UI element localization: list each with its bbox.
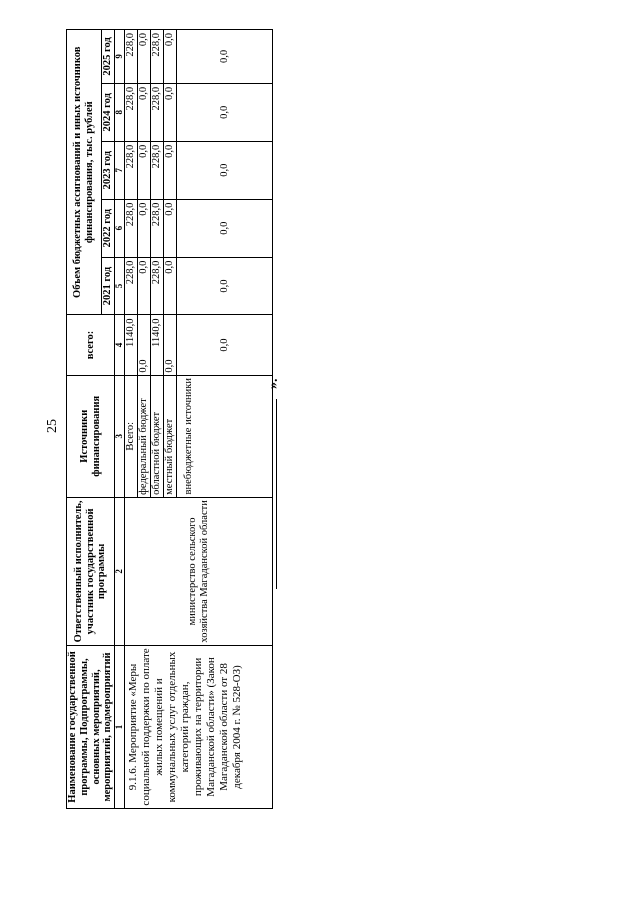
source-cell: внебюджетные источники [177, 375, 273, 497]
year-value-cell: 228,0 [125, 257, 138, 315]
column-index: 6 [115, 199, 125, 257]
column-index-row [115, 30, 125, 809]
column-index: 2 [115, 497, 125, 645]
column-index: 8 [115, 83, 125, 141]
table-row [125, 30, 138, 809]
source-cell: федеральный бюджет [138, 375, 151, 497]
column-index: 3 [115, 375, 125, 497]
year-value-cell: 0,0 [164, 83, 177, 141]
header-year: 2024 год [102, 83, 115, 141]
total-cell: 1140,0 [151, 315, 164, 375]
rotated-page-content [66, 29, 281, 809]
source-cell: Всего: [125, 375, 138, 497]
column-index: 5 [115, 257, 125, 315]
total-cell: 0,0 [177, 315, 273, 375]
header-executor: Ответственный исполнитель, участник государственной программы [67, 497, 115, 645]
column-index: 9 [115, 30, 125, 84]
year-value-cell: 0,0 [164, 257, 177, 315]
header-year: 2025 год [102, 30, 115, 84]
year-value-cell: 228,0 [125, 141, 138, 199]
total-cell: 0,0 [164, 315, 177, 375]
year-value-cell: 228,0 [125, 199, 138, 257]
year-value-cell: 228,0 [151, 83, 164, 141]
year-value-cell: 0,0 [138, 30, 151, 84]
year-value-cell: 228,0 [125, 83, 138, 141]
total-cell: 0,0 [138, 315, 151, 375]
year-value-cell: 0,0 [177, 141, 273, 199]
executor-cell: министерство сельского хозяйства Магаданской области [125, 497, 273, 645]
closing-quote-mark: ». [266, 378, 281, 389]
column-index: 1 [115, 645, 125, 808]
header-year: 2022 год [102, 199, 115, 257]
closing-rule [276, 399, 277, 589]
year-value-cell: 0,0 [138, 199, 151, 257]
source-cell: областной бюджет [151, 375, 164, 497]
header-volume: Объем бюджетных ассигнований и иных источников финансирования, тыс. рублей [67, 30, 102, 316]
header-year: 2023 год [102, 141, 115, 199]
year-value-cell: 0,0 [164, 141, 177, 199]
budget-table [66, 29, 273, 809]
year-value-cell: 0,0 [177, 257, 273, 315]
column-index: 7 [115, 141, 125, 199]
year-value-cell: 0,0 [177, 30, 273, 84]
column-index: 4 [115, 315, 125, 375]
year-value-cell: 0,0 [138, 141, 151, 199]
header-total: всего: [67, 315, 115, 375]
source-cell: местный бюджет [164, 375, 177, 497]
year-value-cell: 228,0 [151, 30, 164, 84]
year-value-cell: 0,0 [138, 257, 151, 315]
total-cell: 1140,0 [125, 315, 138, 375]
header-sources: Источники финансирования [67, 375, 115, 497]
year-value-cell: 0,0 [164, 30, 177, 84]
year-value-cell: 228,0 [125, 30, 138, 84]
year-value-cell: 0,0 [138, 83, 151, 141]
year-value-cell: 0,0 [164, 199, 177, 257]
year-value-cell: 228,0 [151, 199, 164, 257]
year-value-cell: 228,0 [151, 141, 164, 199]
header-name: Наименование государственной программы, Подпрограммы, основных мероприятий, мероприятий, подмероприятий [67, 645, 115, 808]
header-year: 2021 год [102, 257, 115, 315]
header-row-1 [67, 30, 102, 809]
table-sheet [66, 29, 296, 809]
page-number: 25 [45, 419, 60, 433]
year-value-cell: 0,0 [177, 83, 273, 141]
year-value-cell: 0,0 [177, 199, 273, 257]
measure-name-cell: 9.1.6. Мероприятие «Меры социальной поддержки по оплате жилых помещений и коммунальных услуг отдельных категорий граждан, проживающих на территории Магаданской области» (Закон Магаданской области от 28 декабря 2004 г. № 528-ОЗ) [125, 645, 273, 808]
year-value-cell: 228,0 [151, 257, 164, 315]
